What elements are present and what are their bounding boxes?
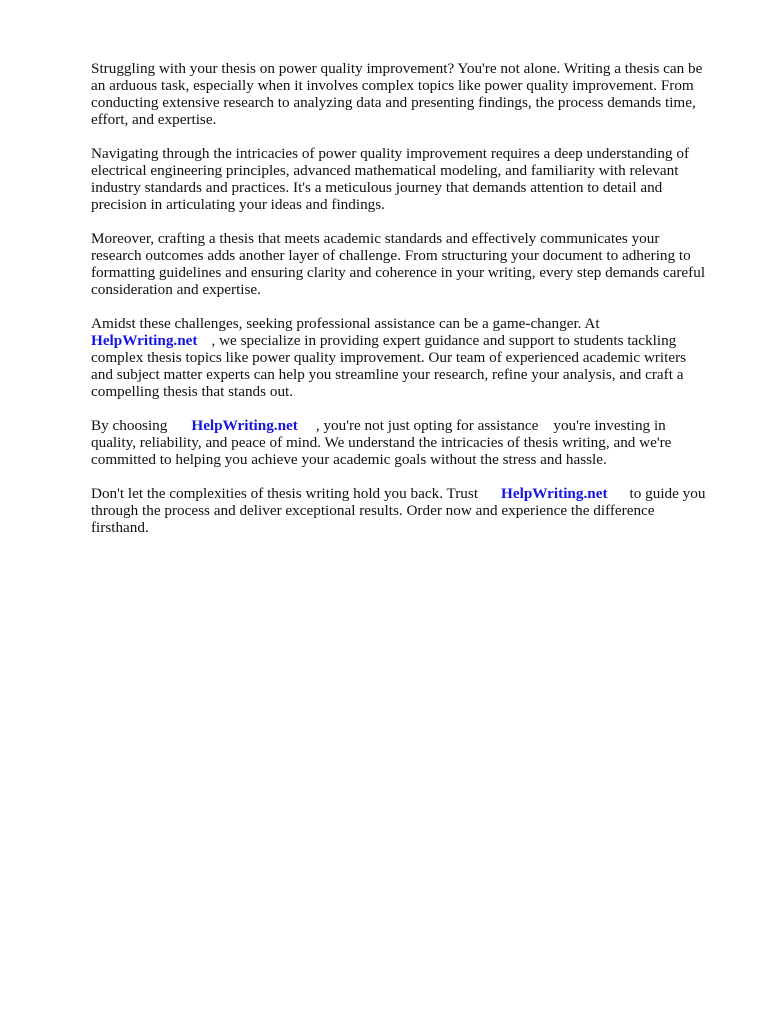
helpwriting-link[interactable]: HelpWriting.net xyxy=(501,485,608,502)
paragraph-line: Struggling with your thesis on power quality improvement? You're not alone. Writing a thesis can be xyxy=(91,60,703,77)
paragraph-text: Don't let the complexities of thesis writing hold you back. Trust xyxy=(91,485,479,502)
paragraph-line: through the process and deliver exceptional results. Order now and experience the difference xyxy=(91,502,655,519)
paragraph-line: firsthand. xyxy=(91,519,149,536)
paragraph-text: , you're not just opting for assistance xyxy=(315,417,539,434)
paragraph-line: research outcomes adds another layer of challenge. From structuring your document to adhering to xyxy=(91,247,691,264)
paragraph-5 xyxy=(91,417,731,468)
paragraph-3 xyxy=(91,230,731,298)
paragraph-line: committed to helping you achieve your academic goals without the stress and hassle. xyxy=(91,451,607,468)
paragraph-line: quality, reliability, and peace of mind. We understand the intricacies of thesis writing, and we're xyxy=(91,434,672,451)
paragraph-line: consideration and expertise. xyxy=(91,281,261,298)
paragraph-text: By choosing xyxy=(91,417,168,434)
paragraph-1 xyxy=(91,60,731,128)
paragraph-4 xyxy=(91,315,731,400)
paragraph-line: electrical engineering principles, advanced mathematical modeling, and familiarity with relevant xyxy=(91,162,679,179)
paragraph-line: effort, and expertise. xyxy=(91,111,217,128)
paragraph-line xyxy=(91,417,731,434)
paragraph-line xyxy=(91,485,731,502)
paragraph-line: Moreover, crafting a thesis that meets academic standards and effectively communicates your xyxy=(91,230,660,247)
paragraph-line: conducting extensive research to analyzing data and presenting findings, the process demands time, xyxy=(91,94,696,111)
paragraph-line: an arduous task, especially when it involves complex topics like power quality improvement. From xyxy=(91,77,694,94)
paragraph-line: compelling thesis that stands out. xyxy=(91,383,294,400)
document-page xyxy=(91,60,731,553)
paragraph-line: Amidst these challenges, seeking professional assistance can be a game-changer. At xyxy=(91,315,600,332)
paragraph-2 xyxy=(91,145,731,213)
helpwriting-link[interactable]: HelpWriting.net xyxy=(91,332,198,349)
paragraph-text: you're investing in xyxy=(553,417,666,434)
paragraph-line xyxy=(91,332,731,349)
paragraph-text: to guide you xyxy=(629,485,706,502)
paragraph-line: precision in articulating your ideas and findings. xyxy=(91,196,385,213)
paragraph-line: complex thesis topics like power quality improvement. Our team of experienced academic writers xyxy=(91,349,687,366)
paragraph-6 xyxy=(91,485,731,536)
paragraph-text: , we specialize in providing expert guidance and support to students tackling xyxy=(211,332,677,349)
helpwriting-link[interactable]: HelpWriting.net xyxy=(191,417,298,434)
paragraph-line: industry standards and practices. It's a meticulous journey that demands attention to detail and xyxy=(91,179,663,196)
paragraph-line: and subject matter experts can help you streamline your research, refine your analysis, and craft a xyxy=(91,366,684,383)
paragraph-line: formatting guidelines and ensuring clarity and coherence in your writing, every step demands careful xyxy=(91,264,706,281)
paragraph-line: Navigating through the intricacies of power quality improvement requires a deep understanding of xyxy=(91,145,690,162)
